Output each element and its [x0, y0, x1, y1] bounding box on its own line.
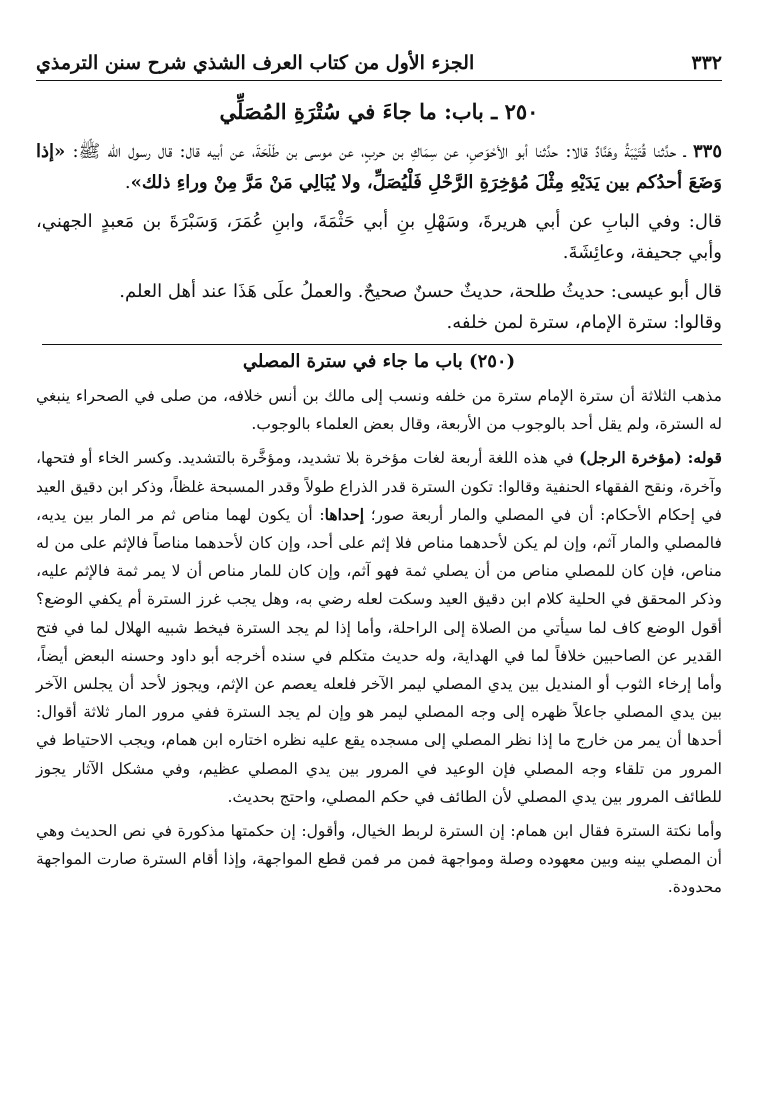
section-title-text: ـ باب: ما جاءَ في سُتْرَةِ المُصَلِّي: [219, 99, 498, 124]
hadith-block: [36, 136, 722, 338]
running-header: [36, 52, 722, 81]
hadith-matn: «إذا وَضَعَ أحدُكم بين يَدَيْهِ مِثْلَ مُؤخِرَةِ الرَّحْلِ فَلْيُصَلِّ، ولا يُبَالِي مَنْ مَرَّ مِنْ وراءِ ذلك»: [36, 141, 722, 193]
commentary-lemma: قوله: (مؤخرة الرجل): [579, 448, 722, 468]
commentary-text-a: في هذه اللغة أربعة لغات مؤخرة بلا تشديد، ومؤخَّرة بالتشديد. وكسر الخاء أو فتحها، وآخرة، ونقح الفقهاء الحنفية وقالوا: تكون السترة قدر الذراع طولاً وقدر المسبحة غلظاً، وذكر ابن دقيق العيد في إحكام الأحكام: أن في المصلي والمار أربعة صور؛: [36, 449, 722, 524]
commentary-paragraph-1: مذهب الثلاثة أن سترة الإمام سترة من خلفه ونسب إلى مالك بن أنس خلافه، من صلى في الصحراء ينبغي له السترة، ولم يقل أحد بالوجوب من الأربعة، وقال بعض العلماء بالوجوب.: [36, 387, 722, 434]
hadith-chain: ـ حدَّثنا قُتَيْبَةُ وهَنَّادٌ قالا: حدَّثنا أبو الأحْوَصِ، عن سِمَاكِ بن حربٍ، عن موسى بن طَلْحَةَ، عن أبيه قال: قال رسول الله ﷺ:: [72, 141, 686, 162]
commentary-paragraph-3: وأما نكتة السترة فقال ابن همام: إن السترة لربط الخيال، وأقول: إن حكمتها مذكورة في نص الحديث وهي أن المصلي بينه وبين معهوده وصلة ومواجهة فمن مر فمن قطع المواجهة، وإذا أقام السترة صارت المواجهة محدودة.: [36, 822, 722, 897]
commentary-title: (٢٥٠) باب ما جاء في سترة المصلي: [242, 351, 516, 372]
book-title: الجزء الأول من كتاب العرف الشذي شرح سنن الترمذي: [36, 52, 475, 74]
commentary-first-case: إحداها: [324, 504, 365, 524]
footnote-divider: [42, 344, 722, 345]
commentary-paragraph-2: [36, 444, 722, 811]
hadith-number: ٣٣٥: [692, 141, 722, 162]
section-title: [36, 81, 722, 136]
section-number: ٢٥٠: [504, 99, 539, 124]
hadith-chapter-note: قال: وفي البابِ عن أبي هريرةَ، وسَهْلِ بنِ أبي حَثْمَةَ، وابنِ عُمَرَ، وَسَبْرَةَ بن مَعبدٍ الجهني، وأبي جحيفة، وعائِشَةَ.: [36, 211, 722, 263]
commentary-text-b: : أن يكون لهما مناص ثم مر المار بين يديه، فالمصلي والمار آثم، وإن لم يكن لأحدهما مناص فلا إثم على أحد، وإن كان لأحدهما مناصاً فالإثم على من له مناص، فإن كان للمصلي مناص من أن يصلي ثمة فهو آثم، وإن كان للمار مناص أن لا يمر ثمة فالإثم عليه، وذكر المحقق في الحلية كلام ابن دقيق العيد وسكت لعله رضي به، وهل يجب غرز السترة أم يكفي الوضع؟ أقول الوضع كاف لما سيأتي من الصلاة إلى الراحلة، وأما إذا لم يجد السترة فيخط شبيه الهلال لما في فتح القدير عن الصاحبين خلافاً لما في الهداية، وله حديث متكلم في سنده أخرجه أبو داود وحسنه البعض أيضاً، وأما إرخاء الثوب أو المنديل بين يدي المصلي ليمر الآخر فلعله يعصم عن الإثم، ويجوز لأحد أن يجلس الآخر بين يدي المصلي جاعلاً ظهره إلى وجه المصلي ليمر هو وإن لم يجد السترة ففي مرور المار ثلاثة أقوال: أحدها أن يمر من خارج ما إذا نظر المصلي إلى مسجده يقع عليه نظره اختاره ابن همام، ويجب الاحتياط في المرور من تلقاء وجه المصلي فإن الوعيد في المرور بين يدي المصلي عظيم، وفي مشكل الآثار يجوز للطائف المرور بين يدي المصلي لأن الطائف في حكم المصلي، واحتج بحديث.: [36, 505, 722, 806]
commentary-block: [36, 382, 722, 902]
hadith-paragraph: [36, 136, 722, 198]
hadith-opinion-line: وقالوا: سترة الإمام، سترة لمن خلفه.: [446, 312, 722, 333]
hadith-grading-line: قال أبو عيسى: حديثُ طلحة، حديثٌ حسنٌ صحيحٌ. والعملُ علَى هَذَا عند أهل العلم.: [119, 281, 722, 302]
page-number: ٣٣٢: [691, 52, 722, 74]
hadith-end: .: [124, 172, 131, 193]
